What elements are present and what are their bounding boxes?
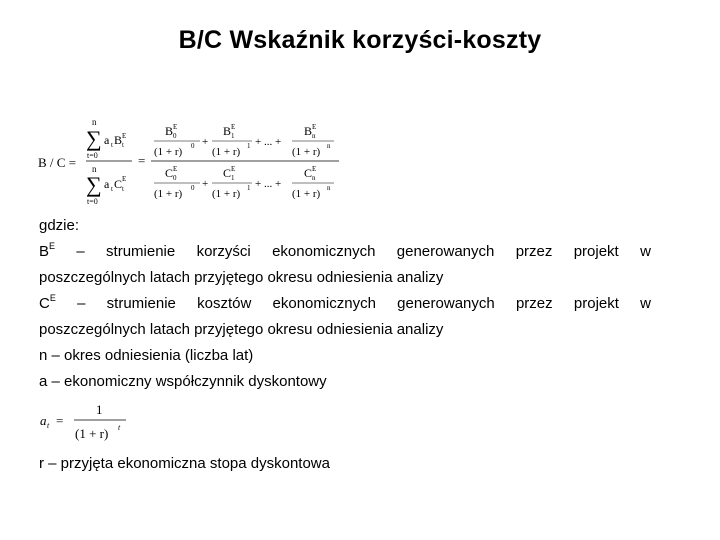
r-definition: r – przyjęta ekonomiczna stopa dyskontowa: [39, 455, 330, 472]
ce-word: kosztów: [197, 295, 252, 312]
rn-den1-exp: 1: [247, 142, 251, 150]
be-word: w: [640, 243, 651, 260]
den-c-sup: E: [122, 175, 127, 183]
bc-ratio-formula: [34, 114, 354, 209]
rn-b0-sub: 0: [173, 132, 177, 140]
rd-ellipsis: + ... +: [255, 178, 282, 190]
rn-b1-sub: 1: [231, 132, 235, 140]
ce-word: strumienie: [106, 295, 176, 312]
den-c-sub: t: [122, 185, 124, 193]
num-b-sup: E: [122, 132, 127, 140]
be-word: generowanych: [396, 243, 495, 260]
rd-c1: C: [223, 166, 232, 180]
ce-word: generowanych: [397, 295, 495, 312]
den-a-sub: t: [111, 185, 113, 193]
rn-den1: (1 + r): [212, 146, 241, 158]
den-sum-symbol: ∑: [86, 172, 102, 197]
rd-plus1: +: [202, 178, 209, 190]
where-label: gdzie:: [39, 217, 80, 234]
slide-title: B/C Wskaźnik korzyści-koszty: [178, 26, 542, 54]
rd-c1-sup: E: [231, 165, 236, 173]
num-b-sub: t: [122, 141, 124, 149]
num-a-sub: t: [111, 141, 113, 149]
af-eq: =: [56, 413, 64, 428]
num-sum-lower: t=0: [87, 151, 98, 160]
den-a: a: [104, 177, 110, 191]
rd-den0: (1 + r): [154, 188, 183, 200]
af-den: (1 + r): [75, 426, 109, 441]
af-num: 1: [96, 402, 103, 417]
ce-definition-line: [39, 295, 651, 313]
ce-definition-cont: poszczególnych latach przyjętego okresu odniesienia analizy: [39, 321, 444, 338]
a-definition: a – ekonomiczny współczynnik dyskontowy: [39, 373, 327, 390]
n-definition: n – okres odniesienia (liczba lat): [39, 347, 254, 364]
rn-bn-sub: n: [312, 132, 316, 140]
rn-b1: B: [223, 124, 232, 138]
be-word: przez: [515, 243, 553, 260]
rd-c0: C: [165, 166, 174, 180]
be-word: strumienie: [106, 243, 176, 260]
rd-den1-exp: 1: [247, 184, 251, 192]
be-word: projekt: [573, 243, 619, 260]
af-a-sub: t: [47, 421, 50, 430]
af-den-exp: t: [118, 423, 121, 432]
rn-plus1: +: [202, 136, 209, 148]
rn-den0-exp: 0: [191, 142, 195, 150]
ce-word: przez: [515, 295, 553, 312]
af-a: a: [40, 413, 47, 428]
rd-den1: (1 + r): [212, 188, 241, 200]
be-symbol: $B^E$: [39, 241, 56, 260]
den-sum-upper: n: [92, 164, 97, 174]
den-c: C: [114, 177, 123, 191]
rn-den0: (1 + r): [154, 146, 183, 158]
rd-c1-sub: 1: [231, 174, 235, 182]
rd-cn-sup: E: [312, 165, 317, 173]
rn-bn: B: [304, 124, 313, 138]
rn-b0-sup: E: [173, 123, 178, 131]
be-definition-line: [39, 243, 651, 261]
rn-denn-exp: n: [327, 142, 331, 150]
rn-b1-sup: E: [231, 123, 236, 131]
rn-denn: (1 + r): [292, 146, 321, 158]
formula-equals: =: [138, 153, 146, 168]
be-definition-cont: poszczególnych latach przyjętego okresu odniesienia analizy: [39, 269, 444, 286]
rd-den0-exp: 0: [191, 184, 195, 192]
ce-word: w: [640, 295, 651, 312]
num-a: a: [104, 133, 110, 147]
rd-c0-sub: 0: [173, 174, 177, 182]
num-sum-upper: n: [92, 117, 97, 127]
be-word: korzyści: [196, 243, 251, 260]
ce-symbol: $C^E$: [39, 293, 56, 312]
ce-word: ekonomicznych: [272, 295, 376, 312]
ce-word: –: [77, 295, 86, 312]
rd-c0-sup: E: [173, 165, 178, 173]
rn-ellipsis: + ... +: [255, 136, 282, 148]
be-word: ekonomicznych: [272, 243, 376, 260]
discount-factor-formula: [38, 398, 138, 446]
rd-cn-sub: n: [312, 174, 316, 182]
rd-cn: C: [304, 166, 313, 180]
rn-bn-sup: E: [312, 123, 317, 131]
rn-b0: B: [165, 124, 174, 138]
formula-lhs: B / C =: [38, 155, 77, 170]
den-sum-lower: t=0: [87, 197, 98, 206]
rd-denn: (1 + r): [292, 188, 321, 200]
num-sum-symbol: ∑: [86, 126, 102, 151]
ce-word: projekt: [573, 295, 619, 312]
rd-denn-exp: n: [327, 184, 331, 192]
be-word: –: [76, 243, 85, 260]
num-b: B: [114, 133, 123, 147]
